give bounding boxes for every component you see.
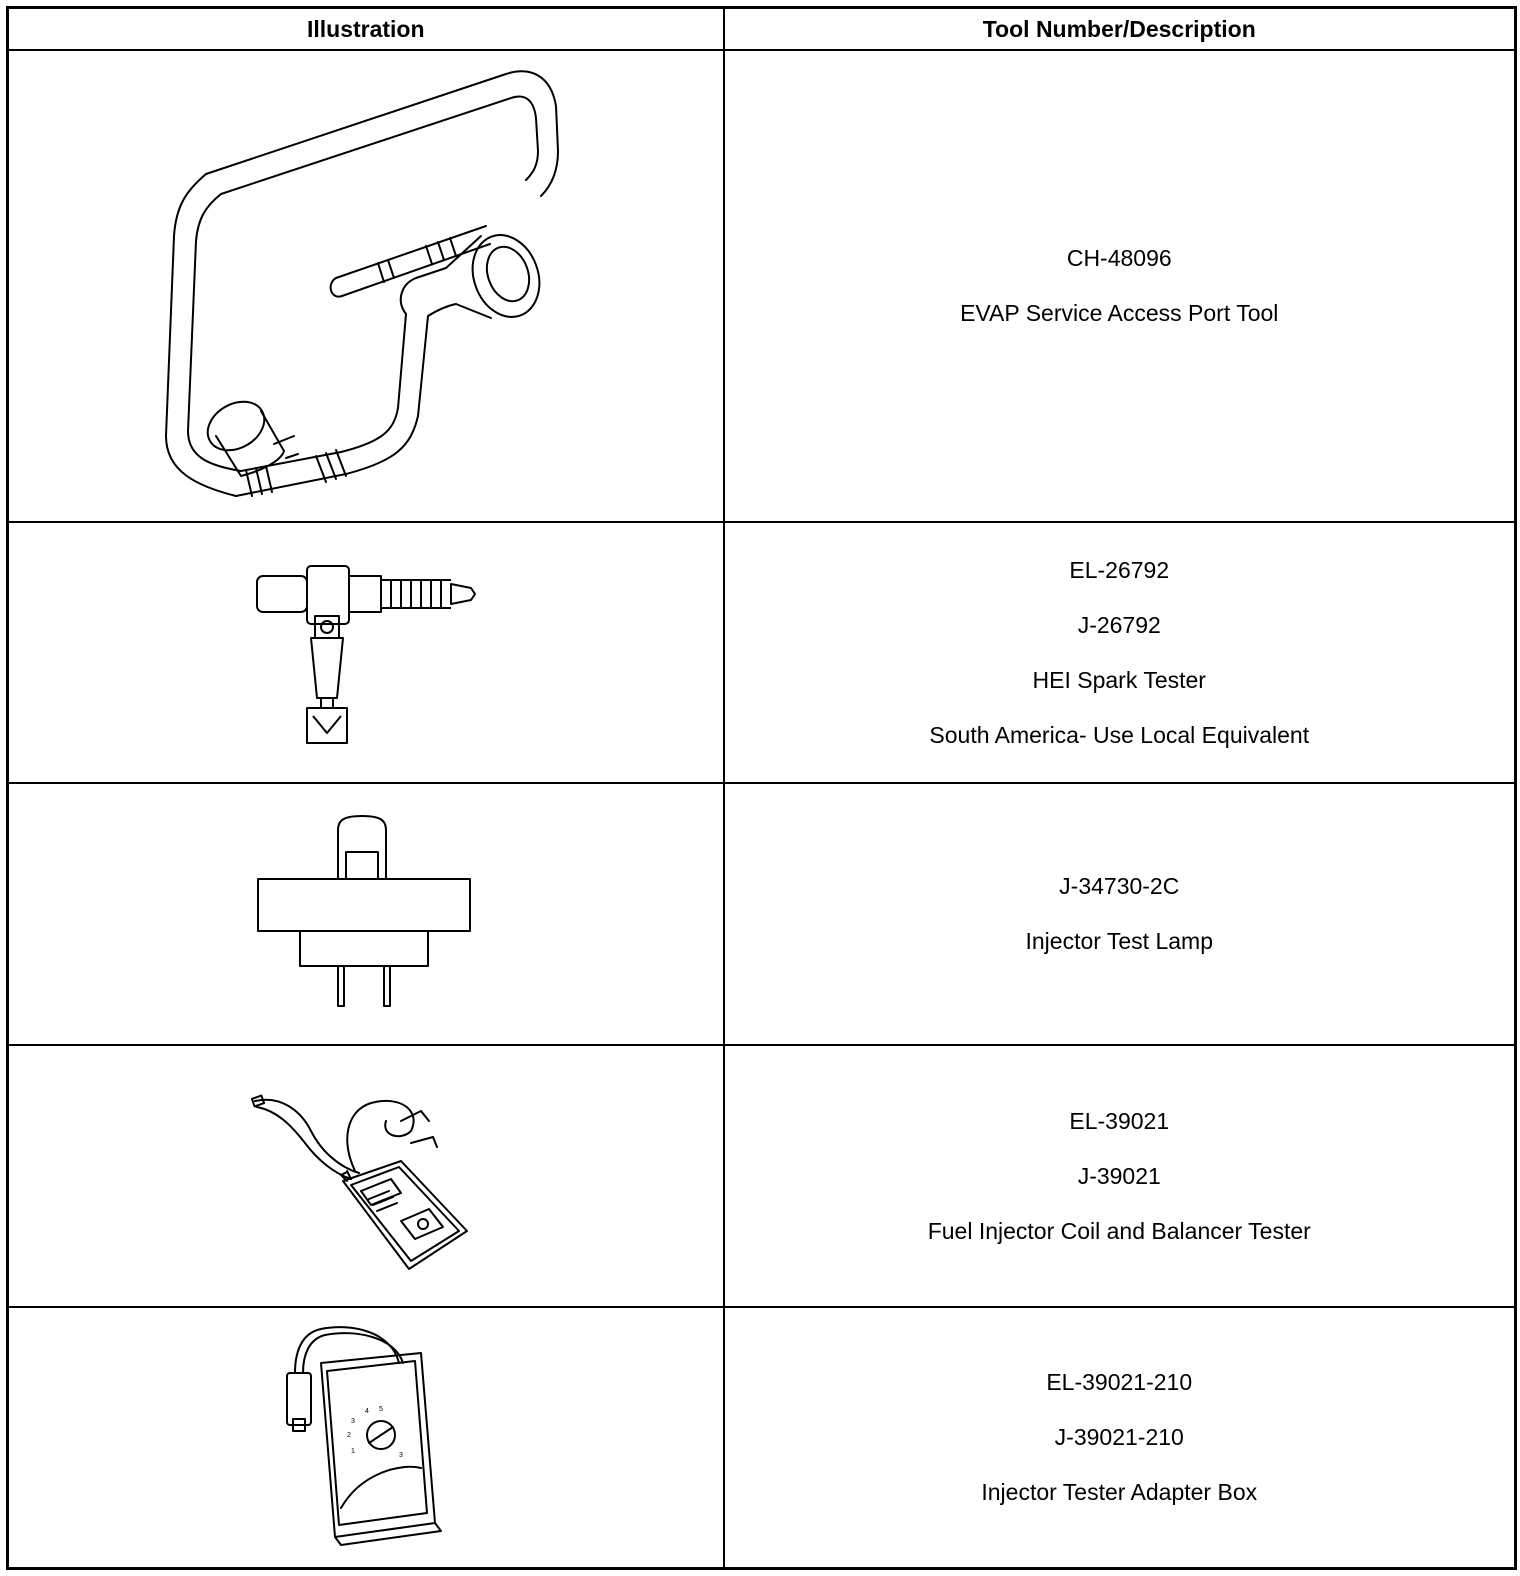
description-cell — [724, 783, 1516, 1045]
special-tools-table — [6, 6, 1517, 1570]
tool-description: EVAP Service Access Port Tool — [960, 300, 1279, 326]
evap-hose-tool-illustration — [146, 56, 586, 516]
tool-number-alt: J-39021 — [1077, 1162, 1161, 1189]
tool-note: South America- Use Local Equivalent — [929, 721, 1310, 748]
tool-number-alt: J-39021-210 — [1054, 1424, 1184, 1451]
header-tool-description: Tool Number/Description — [724, 8, 1516, 51]
tool-number: EL-26792 — [1069, 556, 1170, 583]
tool-number: EL-39021 — [1069, 1107, 1170, 1134]
illustration-cell — [8, 50, 724, 522]
illustration-cell — [8, 1307, 724, 1568]
svg-text:3: 3 — [350, 1417, 355, 1425]
description-cell — [724, 522, 1516, 783]
spark-tester-illustration — [251, 558, 481, 748]
svg-text:4: 4 — [364, 1407, 369, 1415]
illustration-cell — [8, 783, 724, 1045]
table-row — [8, 1045, 1516, 1307]
svg-text:3: 3 — [398, 1451, 403, 1459]
tool-number: J-34730-2C — [1059, 873, 1180, 900]
description-cell — [724, 1307, 1516, 1568]
tool-number: CH-48096 — [1066, 245, 1172, 271]
description-cell — [724, 1045, 1516, 1307]
illustration-cell — [8, 522, 724, 783]
table-row — [8, 783, 1516, 1045]
table-row — [8, 522, 1516, 783]
description-cell — [724, 50, 1516, 522]
svg-text:2: 2 — [346, 1431, 351, 1439]
tool-description: Injector Test Lamp — [1025, 928, 1213, 955]
table-row — [8, 1307, 1516, 1568]
test-lamp-illustration — [256, 814, 476, 1014]
tool-description: Injector Tester Adapter Box — [981, 1479, 1258, 1506]
svg-text:1: 1 — [350, 1447, 355, 1455]
svg-text:5: 5 — [378, 1405, 383, 1413]
table-header-row — [8, 8, 1516, 51]
tool-number-alt: J-26792 — [1077, 611, 1161, 638]
tool-description: Fuel Injector Coil and Balancer Tester — [927, 1217, 1311, 1244]
tool-description: HEI Spark Tester — [1032, 666, 1206, 693]
tool-number: EL-39021-210 — [1046, 1369, 1193, 1396]
table-row — [8, 50, 1516, 522]
adapter-box-illustration — [281, 1323, 451, 1553]
header-illustration: Illustration — [8, 8, 724, 51]
injector-tester-illustration — [251, 1081, 481, 1271]
illustration-cell — [8, 1045, 724, 1307]
